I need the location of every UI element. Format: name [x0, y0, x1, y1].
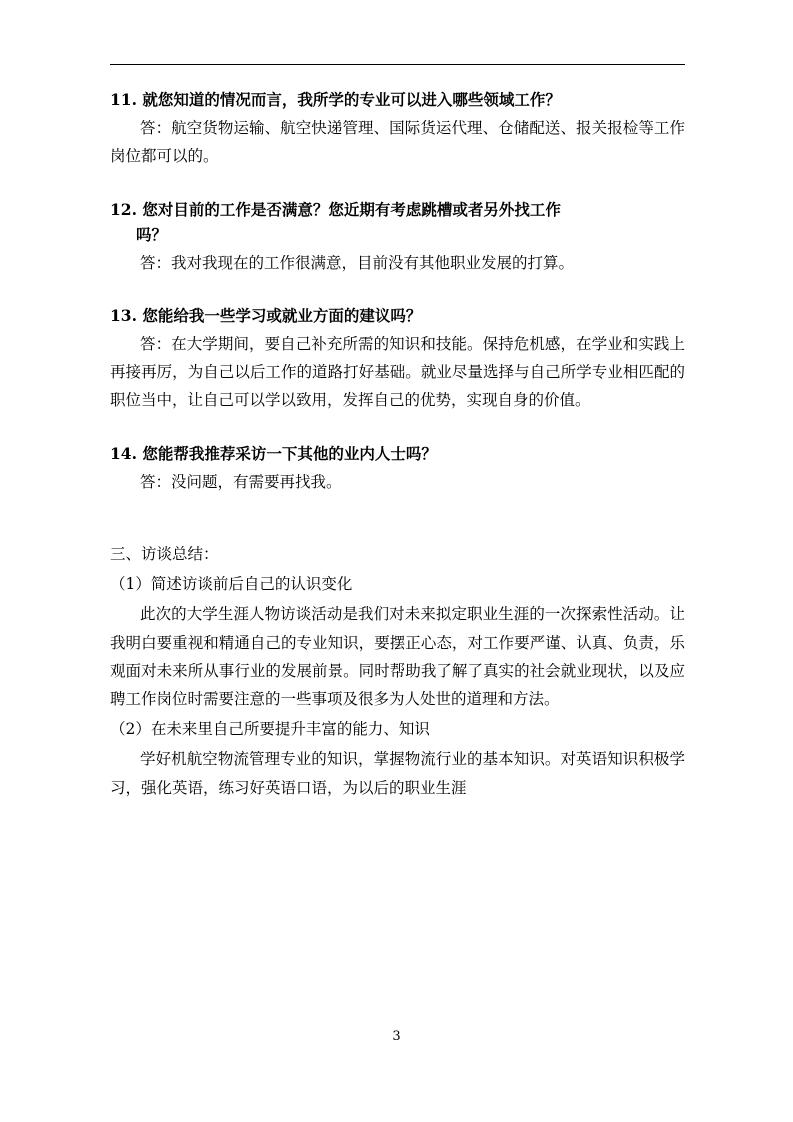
question-11-text: 就您知道的情况而言，我所学的专业可以进入哪些领域工作？ — [142, 90, 561, 109]
question-13 — [110, 303, 685, 328]
question-12-text: 您对目前的工作是否满意？您近期有考虑跳槽或者另外找工作 — [142, 199, 561, 219]
answer-11: 答：航空货物运输、航空快递管理、国际货运代理、仓储配送、报关报检等工作岗位都可以的。 — [110, 119, 685, 166]
spacer — [110, 291, 685, 303]
spacer — [110, 510, 685, 540]
spacer — [110, 429, 685, 441]
question-11 — [110, 87, 685, 112]
header-rule — [110, 64, 685, 65]
page-number: 3 — [392, 1029, 401, 1044]
question-14 — [110, 441, 685, 466]
page-content — [110, 64, 685, 804]
question-13-number: 13. — [110, 305, 137, 325]
answer-14: 答：没问题，有需要再找我。 — [140, 472, 342, 491]
subsection-heading-1: （1）简述访谈前后自己的认识变化 — [110, 575, 353, 594]
question-13-text: 您能给我一些学习或就业方面的建议吗？ — [142, 305, 422, 325]
qa-item-11 — [110, 87, 685, 171]
subsection-heading-2: （2）在未来里自己所要提升丰富的能力、知识 — [110, 720, 430, 739]
spacer — [110, 185, 685, 197]
qa-item-13 — [110, 303, 685, 415]
answer-12: 答：我对我现在的工作很满意，目前没有其他职业发展的打算。 — [140, 253, 575, 272]
question-12-text-line2: 吗？ — [136, 224, 168, 244]
question-14-number: 14. — [110, 443, 137, 463]
qa-item-14 — [110, 441, 685, 496]
question-12-number: 12. — [110, 199, 137, 219]
question-12 — [110, 197, 685, 247]
subsection-body-1: 此次的大学生涯人物访谈活动是我们对未来拟定职业生涯的一次探索性活动。让我明白要重视和精通自己的专业知识，要摆正心态，对工作要严谨、认真、负责，乐观面对未来所从事行业的发展前景。同时帮助我了解了真实的社会就业现状，以及应聘工作岗位时需要注意的一些事项及很多为人处世的道理和方法。 — [110, 605, 685, 708]
qa-item-12 — [110, 197, 685, 277]
question-11-number: 11. — [110, 90, 137, 109]
question-14-text: 您能帮我推荐采访一下其他的业内人士吗？ — [142, 443, 437, 463]
answer-13: 答：在大学期间，要自己补充所需的知识和技能。保持危机感，在学业和实践上再接再厉，为自己以后工作的道路打好基础。就业尽量选择与自己所学专业相匹配的职位当中，让自己可以学以致用，发挥自己的优势，实现自身的价值。 — [110, 335, 685, 410]
subsection-body-2: 学好机航空物流管理专业的知识，掌握物流行业的基本知识。对英语知识积极学习，强化英语，练习好英语口语，为以后的职业生涯 — [110, 750, 685, 797]
section-title-summary: 三、访谈总结： — [110, 544, 219, 563]
